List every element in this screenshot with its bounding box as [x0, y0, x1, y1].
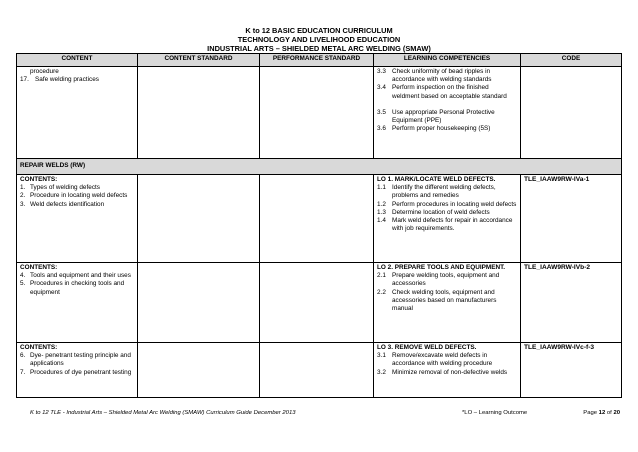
curriculum-table	[16, 53, 622, 398]
competencies-cell	[374, 263, 521, 343]
code-cell: TLE_IAAW9RW-IVc-f-3	[521, 343, 622, 398]
list-item: 3.2 Minimize removal of non-defective welds	[377, 368, 508, 376]
competencies-cell	[374, 175, 521, 263]
list-item: 2.1 Prepare welding tools, equipment and accessories	[377, 272, 500, 288]
header-line-2: TECHNOLOGY AND LIVELIHOOD EDUCATION	[237, 35, 401, 44]
footer-document-title: K to 12 TLE - Industrial Arts – Shielded Metal Arc Welding (SMAW) Curriculum Guide December 2013	[30, 410, 296, 416]
table-row	[17, 263, 622, 343]
list-item: 3.3 Check uniformity of bead ripples in accordance with welding standards	[377, 68, 492, 84]
list-item: 1. Types of welding defects	[20, 184, 100, 192]
code-cell: TLE_IAAW9RW-IVa-1	[521, 175, 622, 263]
performance-standard-cell	[260, 175, 374, 263]
content-standard-cell	[138, 175, 260, 263]
performance-standard-cell	[260, 67, 374, 159]
table-header-row	[17, 54, 622, 67]
list-item: 4. Tools and equipment and their uses	[20, 272, 131, 280]
list-item: 5. Procedures in checking tools and equipment	[20, 280, 125, 296]
lo-title: LO 1. MARK/LOCATE WELD DEFECTS.	[377, 176, 496, 183]
list-item: 7. Procedures of dye penetrant testing	[20, 368, 132, 376]
col-header-content: CONTENT	[17, 54, 138, 67]
content-cell	[17, 175, 138, 263]
competencies-cell	[374, 67, 521, 159]
content-heading: CONTENTS:	[20, 344, 58, 351]
content-standard-cell	[138, 67, 260, 159]
list-item: 3.6 Perform proper housekeeping (5S)	[377, 125, 491, 133]
list-item: 6. Dye- penetrant testing principle and applications	[20, 352, 131, 368]
content-cell	[17, 67, 138, 159]
list-item: 1.2 Perform procedures in locating weld defects	[377, 200, 517, 208]
list-item: 3.5 Use appropriate Personal Protective Equipment (PPE)	[377, 108, 495, 125]
content-cell	[17, 263, 138, 343]
list-item: 3. Weld defects identification	[20, 200, 105, 208]
list-item: 2.2 Check welding tools, equipment and accessories based on manufacturers manual	[377, 288, 497, 313]
page-number: Page 12 of 20	[583, 410, 620, 416]
col-header-code: CODE	[521, 54, 622, 67]
section-row	[17, 159, 622, 175]
list-item: procedure	[30, 68, 59, 75]
section-title: REPAIR WELDS (RW)	[17, 159, 622, 175]
list-item: 2. Procedure in locating weld defects	[20, 192, 128, 200]
document-header	[0, 26, 638, 53]
performance-standard-cell	[260, 263, 374, 343]
performance-standard-cell	[260, 343, 374, 398]
table-row	[17, 67, 622, 159]
list-item: 17. Safe welding practices	[20, 76, 99, 84]
content-standard-cell	[138, 263, 260, 343]
list-item: 3.1 Remove/excavate weld defects in accordance with welding procedure	[377, 352, 493, 368]
content-standard-cell	[138, 343, 260, 398]
lo-title: LO 2. PREPARE TOOLS AND EQUIPMENT.	[377, 264, 506, 271]
competencies-cell	[374, 343, 521, 398]
content-cell	[17, 343, 138, 398]
col-header-content-standard: CONTENT STANDARD	[138, 54, 260, 67]
code-cell: TLE_IAAW9RW-IVb-2	[521, 263, 622, 343]
content-heading: CONTENTS:	[20, 264, 58, 271]
list-item: 1.3 Determine location of weld defects	[377, 208, 490, 216]
footer-lo-note: *LO – Learning Outcome	[462, 410, 528, 416]
header-line-1: K to 12 BASIC EDUCATION CURRICULUM	[245, 26, 393, 35]
table-row	[17, 175, 622, 263]
list-item: 1.4 Mark weld defects for repair in accordance with job requirements.	[377, 217, 513, 233]
header-line-3: INDUSTRIAL ARTS – SHIELDED METAL ARC WELDING (SMAW)	[207, 44, 431, 53]
col-header-learning-competencies: LEARNING COMPETENCIES	[374, 54, 521, 67]
code-cell	[521, 67, 622, 159]
table-row	[17, 343, 622, 398]
list-item: 3.4 Perform inspection on the finished weldment based on acceptable standard	[377, 84, 507, 100]
list-item: 1.1 Identify the different welding defects, problems and remedies	[377, 184, 496, 200]
col-header-performance-standard: PERFORMANCE STANDARD	[260, 54, 374, 67]
content-heading: CONTENTS:	[20, 176, 58, 183]
lo-title: LO 3. REMOVE WELD DEFECTS.	[377, 344, 477, 351]
